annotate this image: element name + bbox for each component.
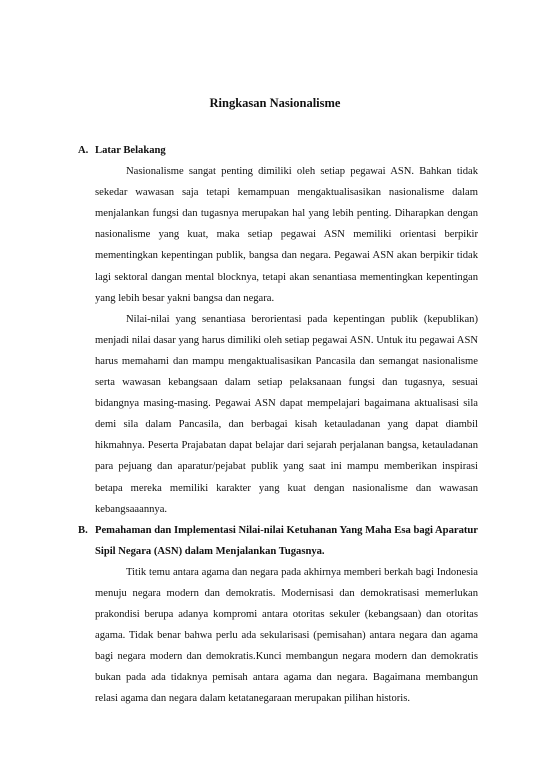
paragraph: Nilai-nilai yang senantiasa berorientasi pada kepentingan publik (kepublikan) menjadi nilai dasar yang harus dimiliki oleh setiap pegawai ASN. Untuk itu pegawai ASN harus memahami dan mampu mengaktualisasikan Pancasila dan semangat nasionalisme serta wawasan kebangsaan dalam setiap pelaksanaan fungsi dan tugasnya, sesuai bidangnya masing-masing. Pegawai ASN dapat mempelajari bagaimana aktualisasi sila demi sila dalam Pancasila, dan berbagai kisah ketauladanan yang dapat diambil hikmahnya. Peserta Prajabatan dapat belajar dari sejarah perjalanan bangsa, ketauladanan para pejuang dan aparatur/pejabat publik yang saat ini mampu memberikan inspirasi betapa mereka memiliki karakter yang kuat dengan nasionalisme dan wawasan kebangsaaannya. <box>95 313 478 515</box>
section-heading <box>78 520 478 562</box>
paragraph: Nasionalisme sangat penting dimiliki oleh setiap pegawai ASN. Bahkan tidak sekedar wawasan saja tetapi kemampuan mengaktualisasikan nasionalisme dalam menjalankan fungsi dan tugasnya merupakan hal yang lebih penting. Diharapkan dengan nasionalisme yang kuat, maka setiap pegawai ASN memiliki orientasi berpikir mementingkan kepentingan publik, bangsa dan negara. Pegawai ASN akan berpikir tidak lagi sektoral dangan mental blocknya, tetapi akan senantiasa mementingkan kepentingan yang lebih besar yakni bangsa dan negara. <box>95 166 478 304</box>
section-pemahaman-implementasi <box>78 520 478 710</box>
section-letter: B. <box>78 524 88 536</box>
section-heading-text: Latar Belakang <box>95 145 166 156</box>
section-latar-belakang <box>78 140 478 520</box>
paragraph: Titik temu antara agama dan negara pada akhirnya memberi berkah bagi Indonesia menuju negara modern dan demokratis. Modernisasi dan demokratisasi memerlukan prakondisi berupa adanya kompromi antara otoritas sekuler (kebangsaan) dan otoritas agama. Tidak benar bahwa perlu ada sekularisasi (pemisahan) antara negara dan agama bagi negara modern dan demokratis.Kunci membangun negara modern dan demokratis bukan pada ada tidaknya pemisah antara agama dan negara. Bagaimana membangun relasi agama dan negara dalam ketatanegaraan merupakan pilihan historis. <box>95 566 478 705</box>
section-letter: A. <box>78 145 89 156</box>
section-heading-text: Pemahaman dan Implementasi Nilai-nilai Ketuhanan Yang Maha Esa bagi Aparatur Sipil Negara (ASN) dalam Menjalankan Tugasnya. <box>95 524 478 557</box>
document-body <box>78 140 478 710</box>
section-heading <box>78 140 478 161</box>
document-title: Ringkasan Nasionalisme <box>209 96 341 110</box>
